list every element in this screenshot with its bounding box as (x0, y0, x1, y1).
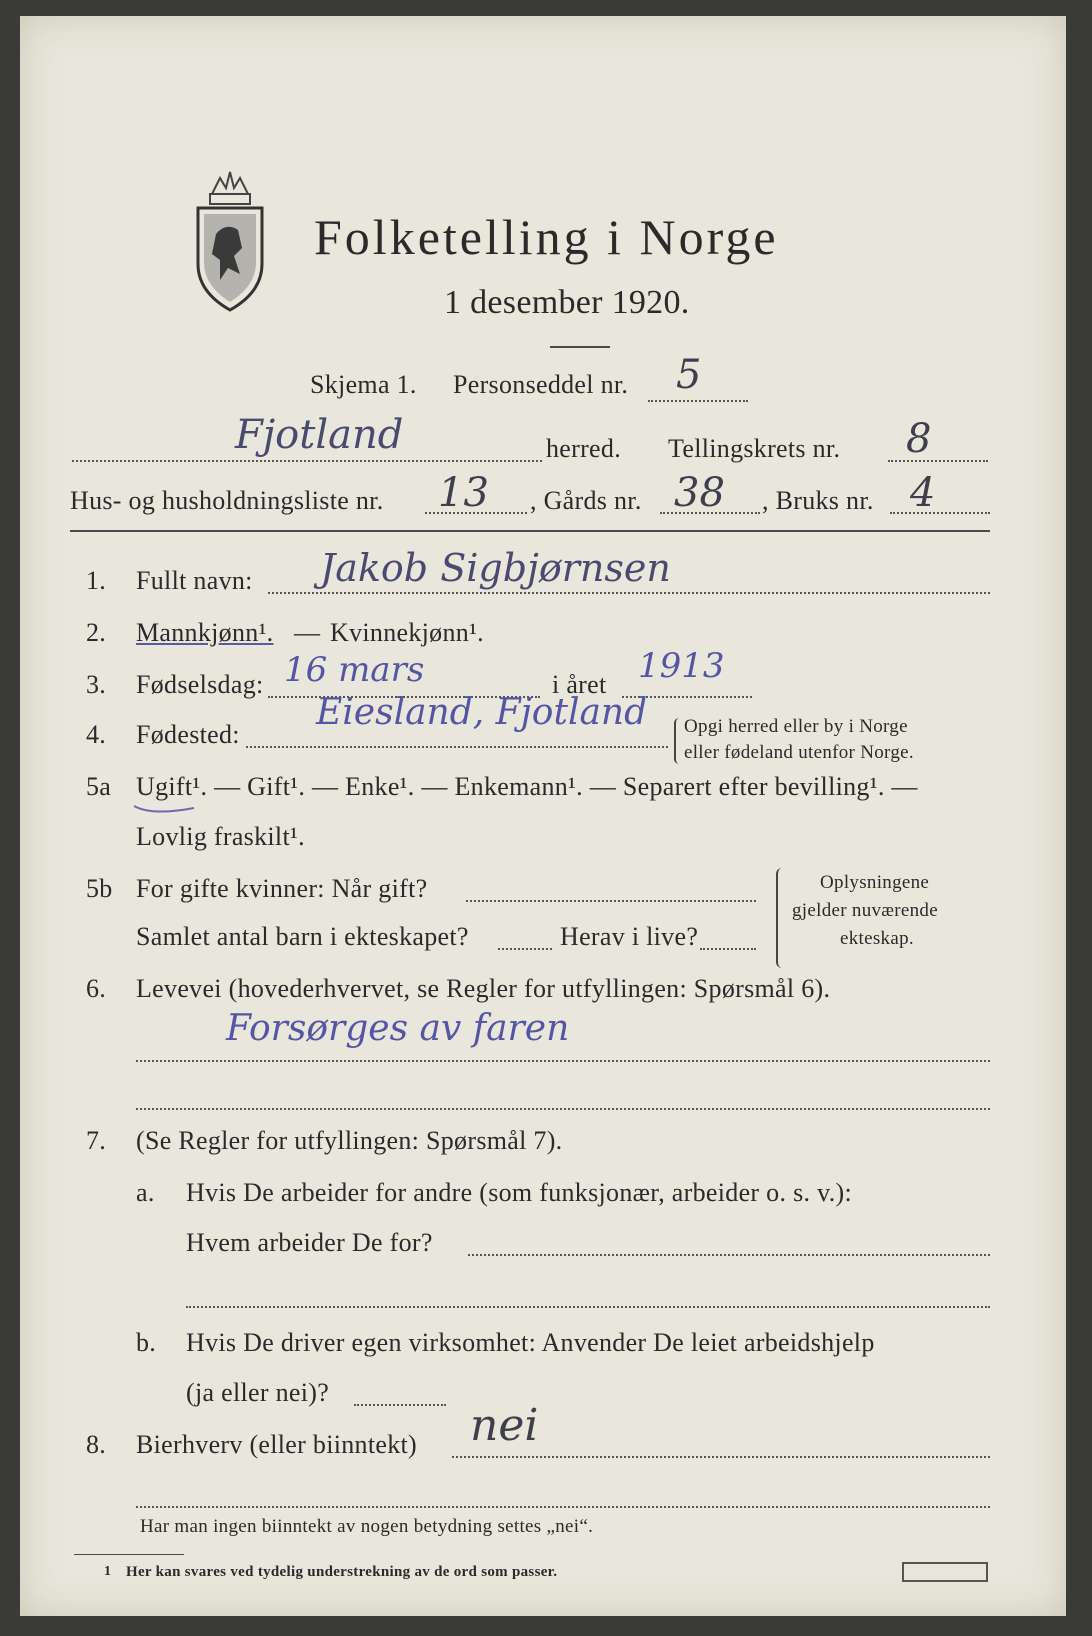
birth-year-value: 1913 (638, 646, 725, 686)
census-form-page (20, 16, 1066, 1616)
q4-label: Fødested: (136, 720, 240, 749)
q2-number: 2. (86, 618, 107, 647)
occupation-value: Forsørges av faren (226, 1008, 570, 1049)
q6-label: Levevei (hovederhvervet, se Regler for utfyllingen: Spørsmål 6). (136, 974, 831, 1003)
marital-status-options: Ugift¹. — Gift¹. — Enke¹. — Enkemann¹. — Separert efter bevilling¹. — (136, 772, 918, 801)
birthplace-note-line1: Opgi herred eller by i Norge (684, 716, 908, 737)
q3-number: 3. (86, 670, 107, 699)
side-income-value: nei (470, 1400, 539, 1451)
gards-value: 38 (674, 470, 725, 516)
q7-label: (Se Regler for utfyllingen: Spørsmål 7). (136, 1126, 563, 1155)
full-name-value: Jakob Sigbjørnsen (320, 546, 671, 590)
birthday-value: 16 mars (284, 650, 425, 690)
q7b-hired-help-label: (ja eller nei)? (186, 1378, 330, 1407)
header-divider (70, 530, 990, 532)
title-divider (550, 346, 610, 348)
q7a-employer-label: Hvem arbeider De for? (186, 1228, 433, 1257)
tellingskrets-label: Tellingskrets nr. (668, 434, 841, 463)
q5b-note-line3: ekteskap. (840, 928, 914, 949)
skjema-label: Skjema 1. (310, 370, 417, 399)
herred-label: herred. (546, 434, 621, 463)
husholdningsliste-value: 13 (438, 470, 489, 516)
herred-value: Fjotland (235, 412, 404, 458)
q7b-line1: Hvis De driver egen virksomhet: Anvender De leiet arbeidshjelp (186, 1328, 875, 1357)
q5a-number: 5a (86, 772, 112, 801)
gards-label: , Gårds nr. (530, 486, 642, 515)
q5b-children-total: Samlet antal barn i ekteskapet? (136, 922, 469, 951)
q5b-married-when: For gifte kvinner: Når gift? (136, 874, 428, 903)
q7b-letter: b. (136, 1328, 157, 1357)
husholdningsliste-label: Hus- og husholdningsliste nr. (70, 486, 384, 515)
q1-label: Fullt navn: (136, 566, 253, 595)
q5b-number: 5b (86, 874, 113, 903)
q4-number: 4. (86, 720, 107, 749)
q1-number: 1. (86, 566, 107, 595)
bruks-label: , Bruks nr. (762, 486, 874, 515)
norway-coat-of-arms-icon (190, 164, 270, 314)
q7-number: 7. (86, 1126, 107, 1155)
marital-status-divorced: Lovlig fraskilt¹. (136, 822, 305, 851)
printer-stamp-icon (902, 1562, 988, 1582)
q5b-note-line2: gjelder nuværende (792, 900, 938, 921)
birthplace-value: Eiesland, Fjotland (316, 692, 648, 733)
female-option: Kvinnekjønn¹. (330, 618, 484, 647)
q8-label: Bierhverv (eller biinntekt) (136, 1430, 417, 1459)
ugift-underline-mark (132, 802, 202, 816)
census-date: 1 desember 1920. (444, 284, 690, 321)
personseddel-label: Personseddel nr. (453, 370, 629, 399)
q3-label: Fødselsdag: (136, 670, 264, 699)
footnote-marker: 1 (104, 1564, 112, 1579)
tellingskrets-value: 8 (906, 416, 932, 462)
male-option: Mannkjønn¹. (136, 618, 274, 647)
footnote-text: Her kan svares ved tydelig understrekning av de ord som passer. (126, 1564, 558, 1580)
q3-year-label: i året (552, 670, 607, 699)
birthplace-note-line2: eller fødeland utenfor Norge. (684, 742, 914, 763)
q7a-letter: a. (136, 1178, 155, 1207)
q5b-children-alive: Herav i live? (560, 922, 699, 951)
q5b-note-line1: Oplysningene (820, 872, 930, 893)
q7a-line1: Hvis De arbeider for andre (som funksjonær, arbeider o. s. v.): (186, 1178, 852, 1207)
q6-number: 6. (86, 974, 107, 1003)
bruks-value: 4 (910, 470, 936, 516)
q2-separator: — (294, 618, 321, 647)
q8-number: 8. (86, 1430, 107, 1459)
footer-note: Har man ingen biinntekt av nogen betydning settes „nei“. (140, 1516, 594, 1537)
form-title: Folketelling i Norge (314, 209, 779, 265)
personseddel-value: 5 (676, 352, 702, 398)
